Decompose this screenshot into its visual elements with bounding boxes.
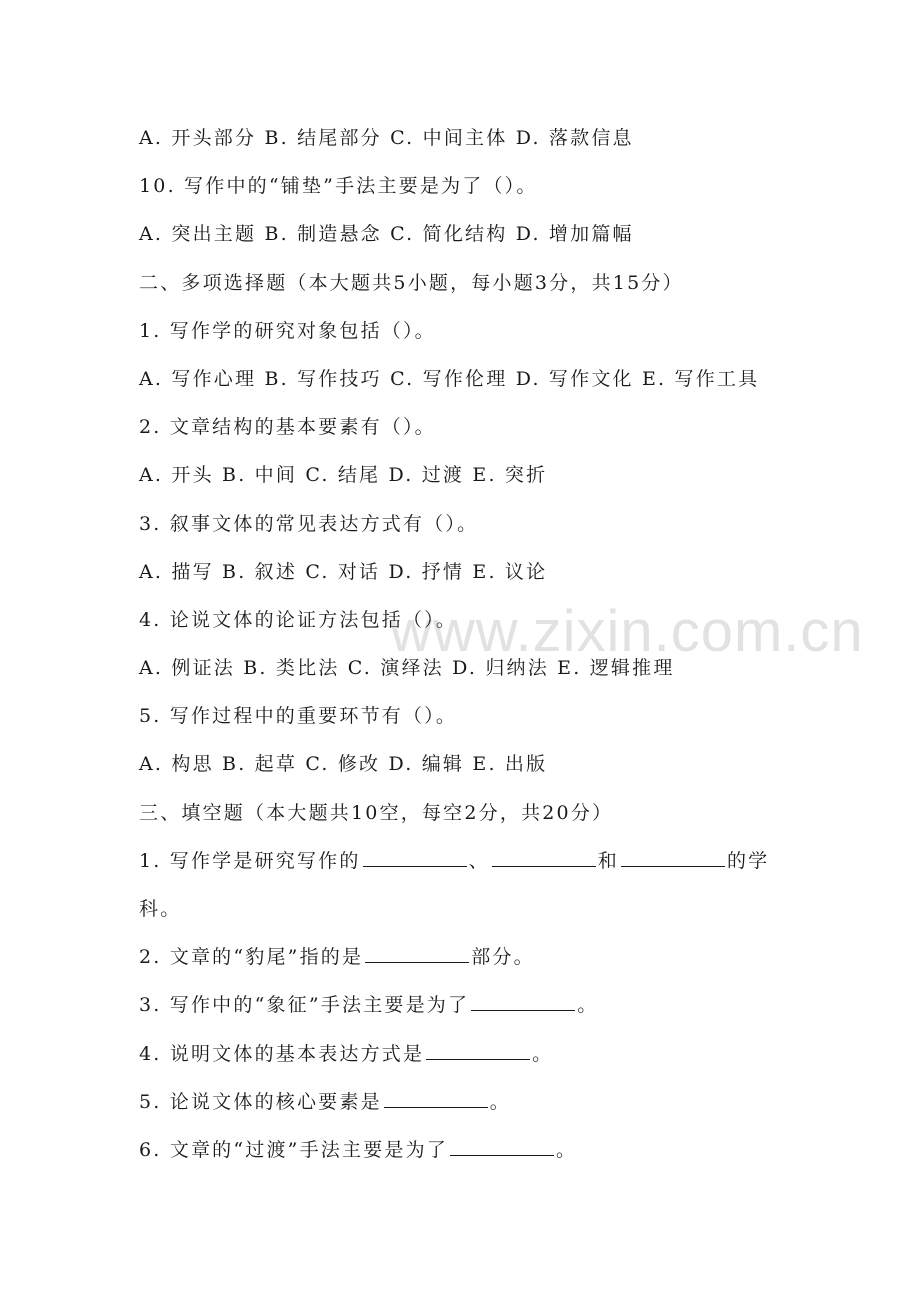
mc-q2-question: 2. 文章结构的基本要素有（）。 [139,416,436,439]
fill-q1-blank-1 [363,845,467,867]
fill-q1-blank-2 [492,845,596,867]
fill-q6-blank [450,1134,554,1156]
fill-q1-tail: 的学 [726,849,770,872]
fill-q1-blank-3 [621,845,725,867]
mc-q3-question: 3. 叙事文体的常见表达方式有（）。 [139,512,479,535]
fill-q2-text: 2. 文章的“豹尾”指的是 [139,946,364,969]
fill-q1 [139,837,799,885]
fill-q3 [139,981,799,1029]
fill-q1-continuation: 科。 [139,898,182,920]
fill-q5-text: 5. 论说文体的核心要素是 [139,1090,382,1113]
fill-q1-text: 1. 写作学是研究写作的 [139,849,361,872]
fill-q4-text: 4. 说明文体的基本表达方式是 [139,1042,425,1065]
fill-q6-text: 6. 文章的“过渡”手法主要是为了 [139,1138,448,1161]
fill-q5-blank [384,1086,488,1108]
fill-q4 [139,1030,799,1078]
mc-q1-options: A. 写作心理 B. 写作技巧 C. 写作伦理 D. 写作文化 E. 写作工具 [139,367,760,390]
q9-options: A. 开头部分 B. 结尾部分 C. 中间主体 D. 落款信息 [139,127,634,149]
fill-q6 [139,1126,799,1174]
fill-q2-blank [365,941,469,963]
mc-q5-options: A. 构思 B. 起草 C. 修改 D. 编辑 E. 出版 [139,753,548,776]
fill-q1-sep-2: 和 [597,849,619,872]
mc-q4-question: 4. 论说文体的论证方法包括（）。 [139,608,458,631]
section-multiple-choice-heading: 二、多项选择题（本大题共5小题，每小题3分，共15分） [139,271,684,294]
fill-q4-tail: 。 [532,1042,554,1065]
fill-q6-tail: 。 [556,1138,578,1161]
fill-q3-text: 3. 写作中的“象征”手法主要是为了 [139,994,470,1017]
watermark: www.zixin.com.cn [390,599,864,664]
mc-q5-question: 5. 写作过程中的重要环节有（）。 [139,705,458,728]
q10-question: 10. 写作中的“铺垫”手法主要是为了（）。 [139,175,538,198]
section-fill-blank-heading: 三、填空题（本大题共10空，每空2分，共20分） [139,801,614,824]
fill-q2 [139,933,799,981]
mc-q1-question: 1. 写作学的研究对象包括（）。 [139,319,436,342]
fill-q3-tail: 。 [577,994,599,1017]
exam-content [139,114,799,1174]
fill-q2-tail: 部分。 [471,946,535,969]
mc-q4-options: A. 例证法 B. 类比法 C. 演绎法 D. 归纳法 E. 逻辑推理 [139,657,675,680]
fill-q5 [139,1078,799,1126]
fill-q1-sep-1: 、 [468,849,490,872]
q10-options: A. 突出主题 B. 制造悬念 C. 简化结构 D. 增加篇幅 [139,223,634,246]
mc-q2-options: A. 开头 B. 中间 C. 结尾 D. 过渡 E. 突折 [139,464,548,487]
fill-q5-tail: 。 [489,1090,511,1113]
mc-q3-options: A. 描写 B. 叙述 C. 对话 D. 抒情 E. 议论 [139,560,548,583]
fill-q3-blank [471,989,575,1011]
fill-q4-blank [426,1038,530,1060]
